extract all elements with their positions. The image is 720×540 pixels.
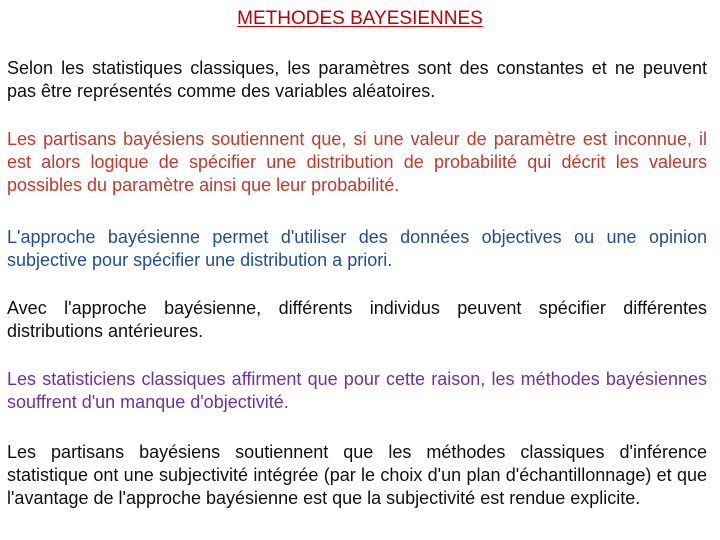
paragraph-different-priors: Avec l'approche bayésienne, différents individus peuvent spécifier différentes distributions antérieures. <box>7 298 707 341</box>
paragraph-lack-of-objectivity: Les statisticiens classiques affirment que pour cette raison, les méthodes bayésiennes souffrent d'un manque d'objectivité. <box>7 369 707 412</box>
paragraph-bayesian-distribution: Les partisans bayésiens soutiennent que, si une valeur de paramètre est inconnue, il est alors logique de spécifier une distribution de probabilité qui décrit les valeurs possibles du paramètre ainsi que leur probabilité. <box>7 129 707 195</box>
paragraph-explicit-subjectivity: Les partisans bayésiens soutiennent que les méthodes classiques d'inférence statistique ont une subjectivité intégrée (par le choix d'un plan d'échantillonnage) et que l'avantage de l'approche bayésienne est que la subjectivité est rendue explicite. <box>7 442 707 508</box>
page-title: METHODES BAYESIENNES <box>237 8 483 29</box>
paragraph-prior-distribution: L'approche bayésienne permet d'utiliser des données objectives ou une opinion subjective pour spécifier une distribution a priori. <box>7 227 707 270</box>
paragraph-classical-parameters: Selon les statistiques classiques, les paramètres sont des constantes et ne peuvent pas être représentés comme des variables aléatoires. <box>7 58 707 101</box>
